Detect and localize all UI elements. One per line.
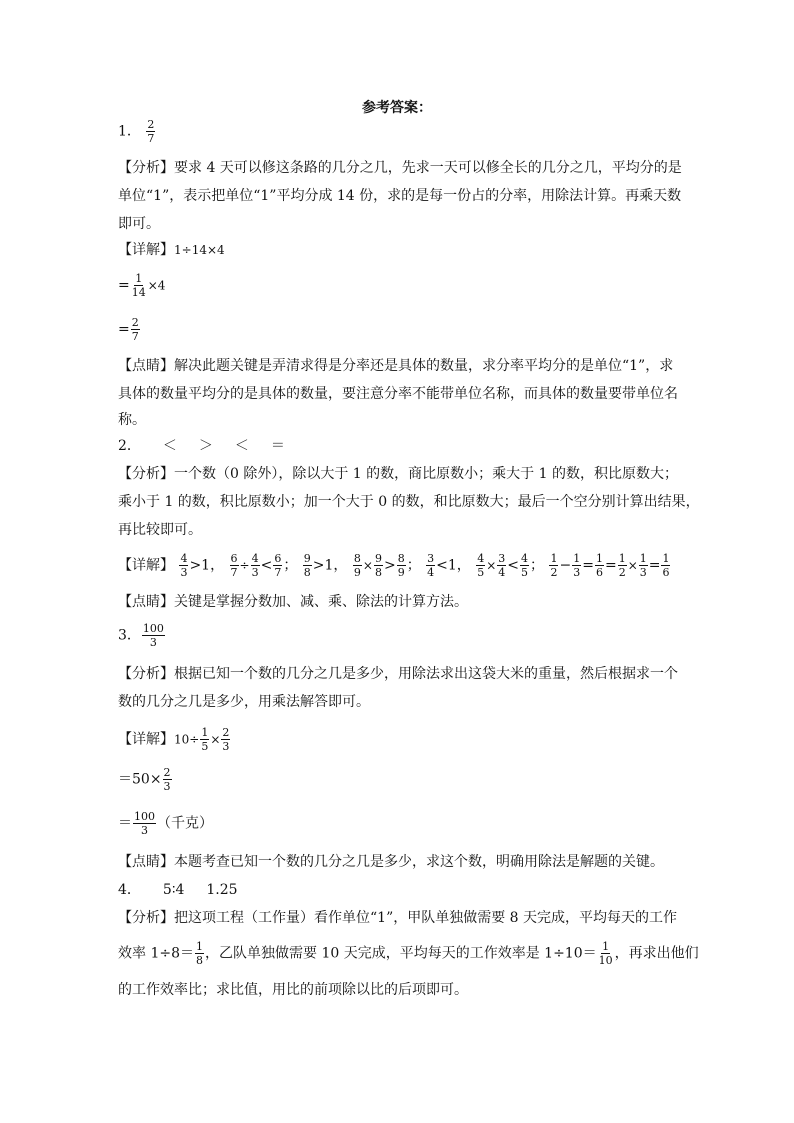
q2-analysis-line3: 再比较即可。: [118, 522, 202, 538]
q2-answer: 2． ＜ ＞ ＜ ＝: [118, 438, 285, 454]
q1-step1: = $\frac{1}{14}$ ×4: [118, 272, 166, 299]
q2-detail: 【详解】 $\frac{4}{3}$ >1， $\frac{6}{7}$ ÷ $\frac{4}{3}$ < $\frac{6}{7}$ ； $\frac{9}{8}$ >1， $\frac{8}{9}$ × $\frac{9}{8}$ > $\frac{8}{9}$ ； $\frac{3}{4}$ <1， $\frac{4}{5}$ × $\frac{3}{4}$ < $\frac{4}{5}$ ； $\frac{1}{2}$ − $\frac{1}{3}$ = $\frac{1}{6}$ = $\frac{1}{2}$ × $\frac{1}{3}$ = $\frac{1}{6}$: [118, 552, 670, 579]
q3-answer: 3． $\frac{100}{3}$: [118, 622, 164, 649]
q1-analysis-line2: 单位“1”，表示把单位“1”平均分成 14 份，求的是每一份占的分率，用除法计算。再乘天数: [118, 188, 682, 204]
q3-analysis-line2: 数的几分之几是多少，用乘法解答即可。: [118, 694, 370, 710]
q3-comment: 【点睛】本题考查已知一个数的几分之几是多少，求这个数，明确用除法是解题的关键。: [118, 854, 664, 870]
q4-analysis-line3: 的工作效率比；求比值，用比的前项除以比的后项即可。: [118, 982, 468, 998]
q3-step1: ＝50× $\frac{2}{3}$: [118, 766, 171, 793]
q1-comment-line2: 具体的数量平均分的是具体的数量，要注意分率不能带单位名称，而具体的数量要带单位名: [118, 386, 678, 402]
q3-step2: ＝ $\frac{100}{3}$ （千克）: [118, 810, 213, 837]
q1-step2: = $\frac{2}{7}$: [118, 316, 139, 343]
q2-analysis-line1: 【分析】一个数（0 除外），除以大于 1 的数，商比原数小；乘大于 1 的数，积比原数大；: [118, 466, 678, 482]
q1-comment-line3: 称。: [118, 412, 146, 428]
q3-analysis-line1: 【分析】根据已知一个数的几分之几是多少，用除法求出这袋大米的重量，然后根据求一个: [118, 666, 678, 682]
q1-detail: 【详解】1÷14×4: [118, 242, 225, 258]
q4-analysis-line1: 【分析】把这项工程（工作量）看作单位“1”，甲队单独做需要 8 天完成，平均每天的工作: [118, 910, 678, 926]
q1-comment-line1: 【点睛】解决此题关键是弄清求得是分率还是具体的数量，求分率平均分的是单位“1”，求: [118, 358, 674, 374]
q1-number: 1．: [118, 123, 141, 140]
q4-answer: 4． 5∶4 1.25: [118, 882, 238, 898]
q1-analysis-line1: 【分析】要求 4 天可以修这条路的几分之几，先求一天可以修全长的几分之几，平均分的是: [118, 160, 682, 176]
q1-answer-fraction: $\frac{2}{7}$: [147, 118, 155, 145]
q2-comment: 【点睛】关键是掌握分数加、减、乘、除法的计算方法。: [118, 594, 468, 610]
q3-detail: 【详解】10÷ $\frac{1}{5}$ × $\frac{2}{3}$: [118, 726, 230, 753]
q4-analysis-line2: 效率 1÷8＝ $\frac{1}{8}$ ，乙队单独做需要 10 天完成，平均每天的工作效率是 1÷10＝ $\frac{1}{10}$ ，再求出他们: [118, 940, 699, 967]
q2-analysis-line2: 乘小于 1 的数，积比原数小；加一个大于 0 的数，和比原数大；最后一个空分别计算出结果，: [118, 494, 700, 510]
q1-answer: [118, 118, 156, 145]
q1-analysis-line3: 即可。: [118, 216, 160, 232]
page-title: 参考答案：: [362, 100, 432, 116]
